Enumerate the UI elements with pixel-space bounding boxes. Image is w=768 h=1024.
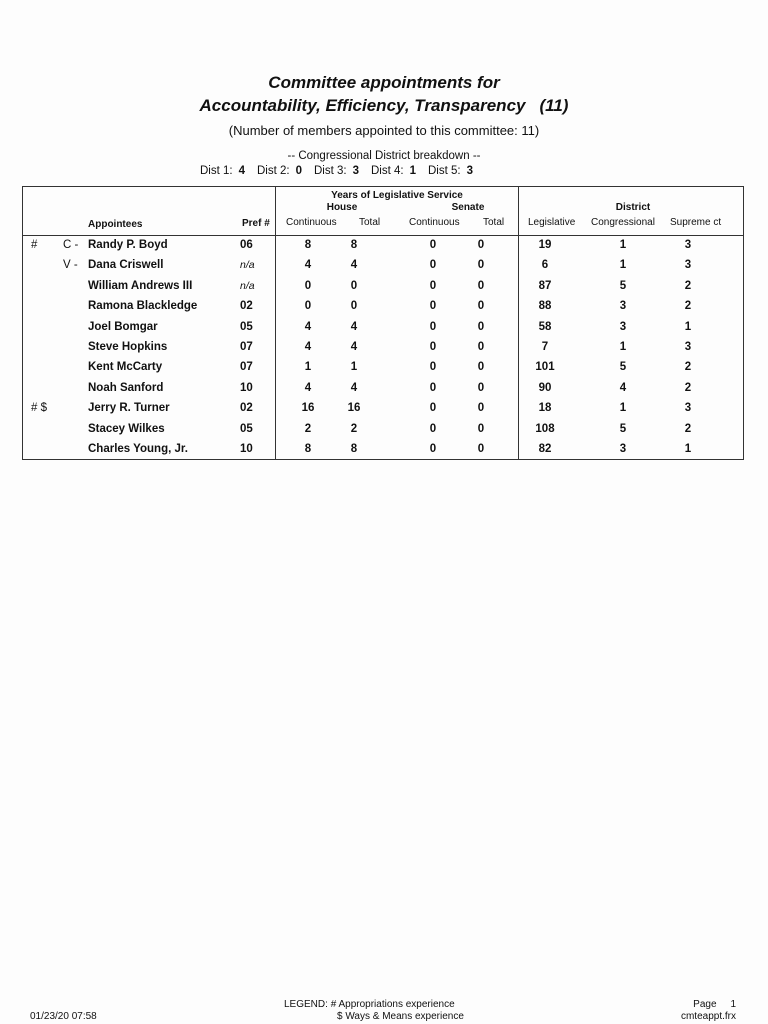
senate-continuous: 0 [429,402,437,415]
house-continuous: 4 [304,381,312,394]
role-marker: V - [63,259,78,272]
senate-continuous: 0 [429,443,437,455]
house-total: 4 [350,320,358,333]
house-total: 2 [350,422,358,435]
supreme-court-district: 2 [684,361,692,374]
table-row [23,257,743,277]
experience-marker: # [31,239,38,251]
pref-number: 10 [240,381,253,394]
house-total: 4 [350,341,358,353]
congressional-district: 5 [619,422,627,435]
role-marker: C - [63,239,79,251]
pref-number: n/a [240,259,255,272]
pref-number: 02 [240,402,253,415]
appointments-table [22,186,744,460]
house-total-header: Total [359,217,381,228]
district-value: 1 [409,165,416,177]
senate-total: 0 [477,443,485,455]
legislative-district: 7 [541,341,549,353]
district-label: Dist 2: [257,165,290,177]
senate-total: 0 [477,341,485,353]
supreme-court-district: 2 [684,422,692,435]
senate-continuous: 0 [429,381,437,394]
congressional-district: 3 [619,320,627,333]
senate-total: 0 [477,259,485,272]
supreme-header: Supreme ct [670,217,722,228]
senate-total: 0 [477,402,485,415]
appointees-header: Appointees [88,219,143,230]
house-total: 0 [350,279,358,292]
pref-number: 05 [240,422,253,435]
district-count [371,165,416,177]
district-count [257,165,302,177]
house-continuous: 0 [304,279,312,292]
table-row [23,278,743,298]
house-total: 1 [350,361,358,374]
district-label: Dist 1: [200,165,233,177]
committee-count: (11) [539,96,569,115]
legislative-district: 108 [535,422,555,435]
experience-marker: # $ [31,402,47,415]
appointee-name: William Andrews III [88,279,193,292]
senate-total: 0 [477,239,485,251]
house-total: 16 [347,402,361,415]
legend-appropriations: # Appropriations experience [330,999,455,1010]
congressional-district: 1 [619,239,627,251]
supreme-court-district: 3 [684,259,692,272]
pref-number: 02 [240,300,253,313]
house-total: 8 [350,443,358,455]
house-total: 8 [350,239,358,251]
supreme-court-district: 2 [684,300,692,313]
congressional-district: 1 [619,341,627,353]
legislative-district: 88 [538,300,552,313]
supreme-court-district: 3 [684,239,692,251]
table-row [23,359,743,379]
senate-continuous: 0 [429,239,437,251]
legislative-district: 6 [541,259,549,272]
senate-total: 0 [477,320,485,333]
district-value: 0 [295,165,302,177]
senate-continuous: 0 [429,320,437,333]
supreme-court-district: 2 [684,381,692,394]
legend [284,999,464,1023]
appointee-name: Jerry R. Turner [88,402,170,415]
house-continuous: 2 [304,422,312,435]
print-timestamp: 01/23/20 07:58 [30,1011,97,1022]
house-continuous: 0 [304,300,312,313]
senate-total: 0 [477,300,485,313]
senate-continuous: 0 [429,341,437,353]
district-label: Dist 4: [371,165,404,177]
table-row [23,237,743,257]
appointee-name: Joel Bomgar [88,320,158,333]
table-row [23,441,743,461]
congressional-district: 3 [619,443,627,455]
house-continuous: 1 [304,361,312,374]
committee-name: Accountability, Efficiency, Transparency [199,96,526,115]
legislative-district: 19 [538,239,552,251]
supreme-court-district: 2 [684,279,692,292]
legislative-district: 101 [535,361,555,374]
table-row [23,298,743,318]
pref-number: 10 [240,443,253,455]
legislative-district: 18 [538,402,552,415]
report-file-name: cmteappt.frx [680,1011,736,1022]
table-row [23,339,743,359]
district-label: Dist 5: [428,165,461,177]
supreme-court-district: 3 [684,402,692,415]
senate-continuous: 0 [429,259,437,272]
page-label: Page [693,999,717,1010]
pref-number: 07 [240,341,253,353]
years-service-header: Years of Legislative Service [331,190,463,201]
senate-total: 0 [477,381,485,394]
senate-continuous-header: Continuous [409,217,460,228]
supreme-court-district: 3 [684,341,692,353]
district-value: 3 [466,165,473,177]
senate-total-header: Total [483,217,505,228]
legislative-district: 90 [538,381,552,394]
table-row [23,421,743,441]
appointee-name: Randy P. Boyd [88,239,168,251]
house-continuous: 4 [304,320,312,333]
congressional-district: 1 [619,402,627,415]
house-continuous: 8 [304,443,312,455]
supreme-court-district: 1 [684,320,692,333]
house-continuous: 16 [301,402,315,415]
table-row [23,400,743,420]
senate-continuous: 0 [429,361,437,374]
senate-continuous: 0 [429,422,437,435]
district-count [200,165,245,177]
congressional-district: 5 [619,361,627,374]
legislative-district: 82 [538,443,552,455]
house-continuous: 4 [304,341,312,353]
district-breakdown [200,165,485,177]
senate-continuous: 0 [429,300,437,313]
senate-total: 0 [477,279,485,292]
legislative-header: Legislative [528,217,576,228]
legend-label: LEGEND: [284,999,328,1010]
pref-number: 05 [240,320,253,333]
house-continuous: 4 [304,259,312,272]
congressional-header: Congressional [591,217,655,228]
table-row [23,319,743,339]
page-number: 1 [730,999,736,1010]
congressional-district: 1 [619,259,627,272]
page-info [681,999,736,1023]
header-divider [23,235,743,236]
house-total: 4 [350,381,358,394]
district-breakdown-heading: -- Congressional District breakdown -- [287,150,481,162]
appointee-name: Noah Sanford [88,381,164,394]
house-total: 4 [350,259,358,272]
report-title-line1: Committee appointments for [268,73,500,92]
senate-header: Senate [451,202,485,213]
pref-number: n/a [240,279,255,292]
senate-total: 0 [477,422,485,435]
appointee-name: Ramona Blackledge [88,300,198,313]
house-continuous-header: Continuous [286,217,337,228]
congressional-district: 3 [619,300,627,313]
members-count-note: (Number of members appointed to this committee: 11) [228,123,540,138]
legislative-district: 58 [538,320,552,333]
appointee-name: Dana Criswell [88,259,164,272]
congressional-district: 4 [619,381,627,394]
pref-header: Pref # [242,218,270,229]
appointee-name: Stacey Wilkes [88,422,165,435]
district-label: Dist 3: [314,165,347,177]
supreme-court-district: 1 [684,443,692,455]
table-row [23,380,743,400]
report-title-line2 [0,96,768,116]
house-total: 0 [350,300,358,313]
house-continuous: 8 [304,239,312,251]
legislative-district: 87 [538,279,552,292]
district-count [428,165,473,177]
district-value: 3 [352,165,359,177]
appointee-name: Steve Hopkins [88,341,168,353]
house-header: House [326,202,358,213]
appointee-name: Kent McCarty [88,361,163,374]
congressional-district: 5 [619,279,627,292]
senate-continuous: 0 [429,279,437,292]
senate-total: 0 [477,361,485,374]
district-count [314,165,359,177]
district-header: District [615,202,651,213]
district-value: 4 [238,165,245,177]
appointee-name: Charles Young, Jr. [88,443,188,455]
pref-number: 06 [240,239,253,251]
legend-ways-means: $ Ways & Means experience [337,1011,464,1022]
pref-number: 07 [240,361,253,374]
